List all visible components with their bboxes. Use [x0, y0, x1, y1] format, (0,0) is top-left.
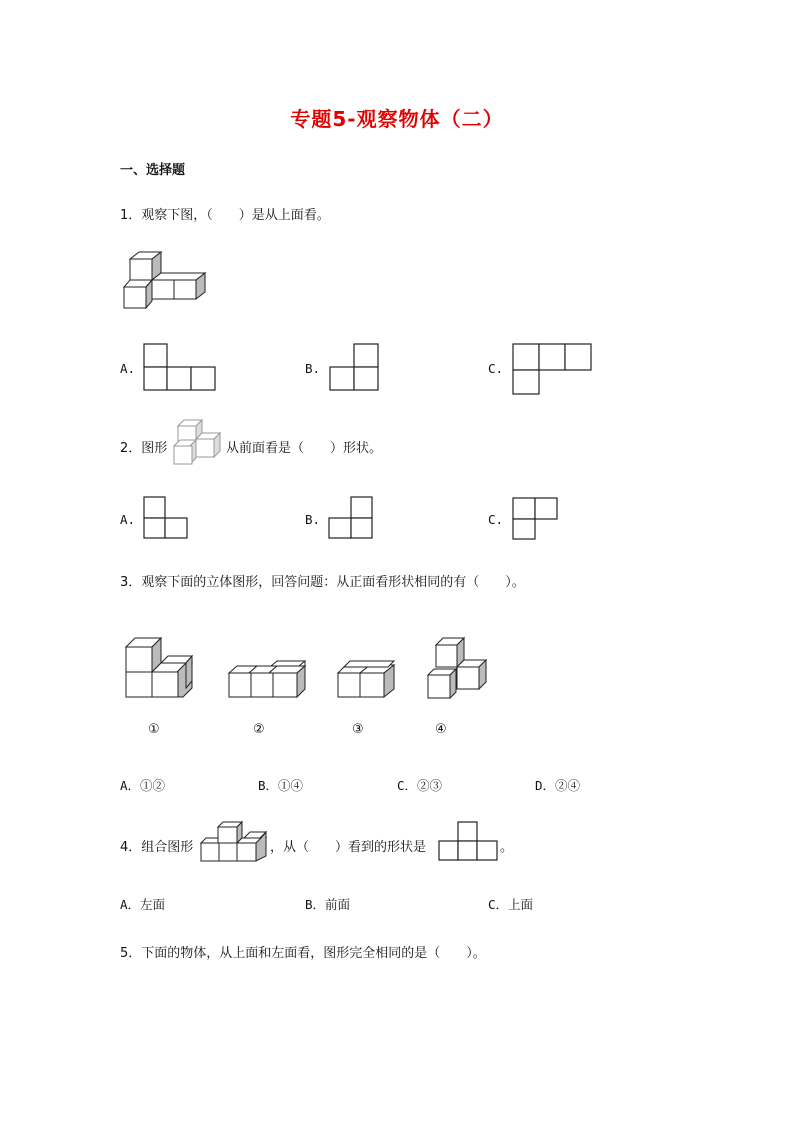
- q1-option-a-label: A.: [120, 361, 136, 376]
- q4-option-b: B．前面: [305, 897, 351, 912]
- q3-figure-3: [336, 661, 398, 701]
- q3-label-2: ②: [253, 722, 265, 737]
- q1-cube-figure: [118, 250, 213, 312]
- q3-option-d: D．②④: [535, 778, 581, 793]
- q2-option-b-label: B.: [305, 512, 321, 527]
- q1-option-b-shape: [329, 343, 381, 391]
- question-1-text: 1．观察下图，（ ）是从上面看。: [120, 208, 330, 223]
- question-5-text: 5．下面的物体，从上面和左面看，图形完全相同的是（ ）。: [120, 946, 486, 961]
- page-title: 专题5-观察物体（二）: [290, 107, 504, 131]
- section-heading: 一、选择题: [120, 163, 186, 178]
- q2-option-c-label: C.: [488, 512, 504, 527]
- q2-option-a-label: A.: [120, 512, 136, 527]
- q2-cube-figure: [172, 418, 220, 466]
- q3-figure-4: [426, 637, 490, 701]
- question-4-middle: ，从（ ）看到的形状是: [270, 840, 427, 855]
- question-4-end: 。: [500, 840, 514, 855]
- q3-figure-1: [124, 636, 196, 700]
- q3-label-3: ③: [352, 722, 364, 737]
- q3-option-b: B．①④: [258, 778, 304, 793]
- q3-option-c: C．②③: [397, 778, 443, 793]
- question-3-text: 3．观察下面的立体图形，回答问题：从正面看形状相同的有（ ）。: [120, 575, 525, 590]
- q1-option-a-shape: [143, 343, 217, 391]
- q3-option-a: A．①②: [120, 778, 166, 793]
- q2-option-c-shape: [512, 497, 560, 541]
- question-2-suffix: 从前面看是（ ）形状。: [226, 441, 383, 456]
- q3-figure-2: [227, 661, 307, 701]
- q4-option-a: A．左面: [120, 897, 166, 912]
- q4-cube-figure: [200, 821, 270, 863]
- q2-option-b-shape: [328, 496, 374, 540]
- q2-option-a-shape: [143, 496, 189, 540]
- q1-option-b-label: B.: [305, 361, 321, 376]
- q3-label-1: ①: [148, 722, 160, 737]
- question-4-prefix: 4．组合图形: [120, 840, 194, 855]
- q3-label-4: ④: [435, 722, 447, 737]
- q4-option-c: C．上面: [488, 897, 534, 912]
- q1-option-c-shape: [512, 343, 594, 395]
- q1-option-c-label: C.: [488, 361, 504, 376]
- q4-view-shape: [438, 821, 500, 863]
- question-2-prefix: 2．图形: [120, 441, 168, 456]
